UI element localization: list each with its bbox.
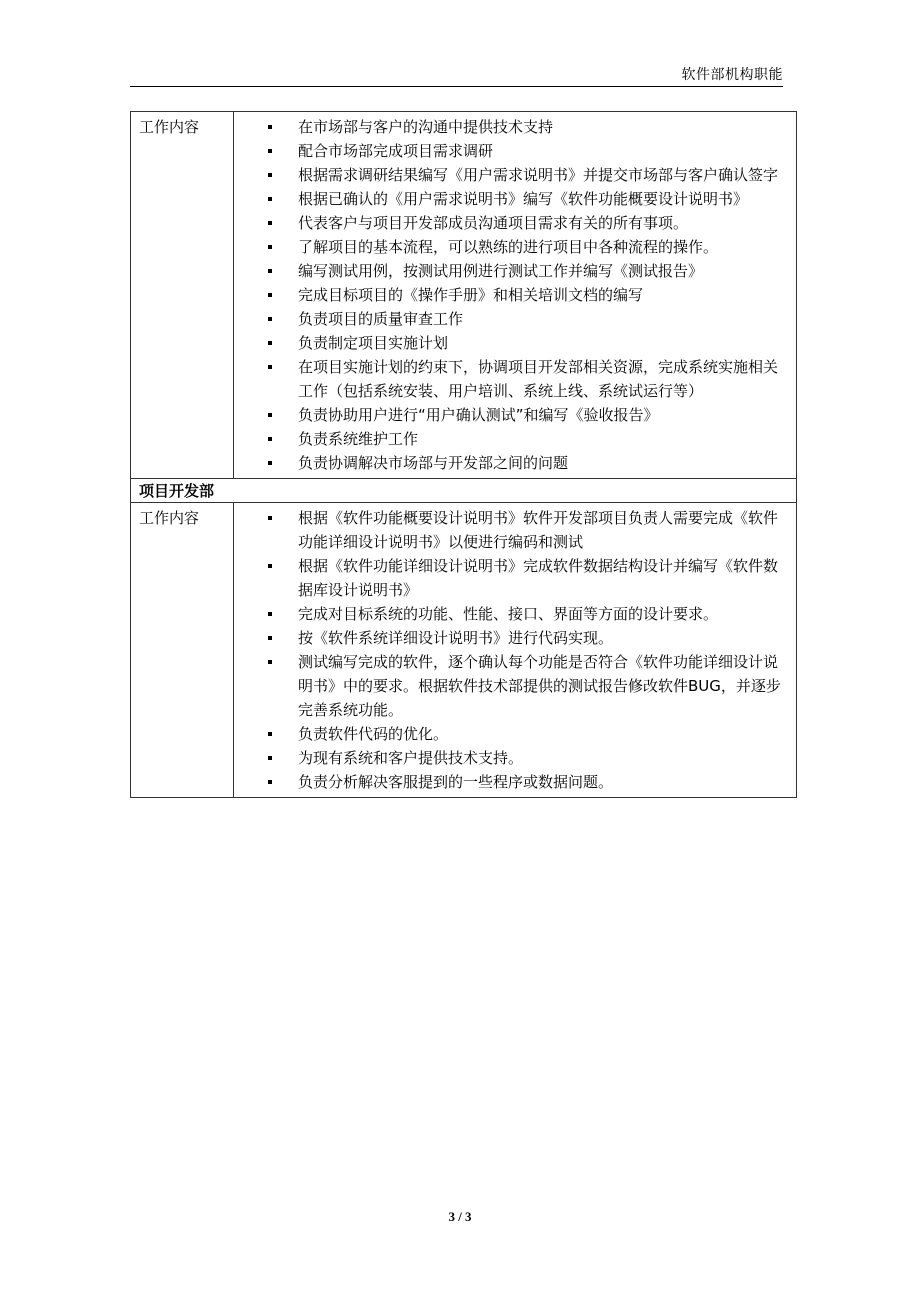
bullet-icon bbox=[268, 461, 272, 465]
header-divider bbox=[130, 86, 783, 87]
bullet-icon bbox=[268, 125, 272, 129]
bullet-icon bbox=[268, 149, 272, 153]
row-label: 工作内容 bbox=[131, 503, 234, 798]
list-item bbox=[234, 506, 790, 554]
list-item-text: 按《软件系统详细设计说明书》进行代码实现。 bbox=[298, 629, 614, 647]
list-item-text: 根据《软件功能概要设计说明书》软件开发部项目负责人需要完成《软件功能详细设计说明书》以便进行编码和测试 bbox=[298, 509, 779, 551]
list-item bbox=[234, 139, 790, 163]
list-item-text: 在市场部与客户的沟通中提供技术支持 bbox=[298, 118, 554, 136]
list-item-text: 测试编写完成的软件，逐个确认每个功能是否符合《软件功能详细设计说明书》中的要求。根据软件技术部提供的测试报告修改软件BUG，并逐步完善系统功能。 bbox=[298, 653, 781, 719]
table-row bbox=[131, 479, 797, 503]
list-item bbox=[234, 259, 790, 283]
list-item-text: 在项目实施计划的约束下，协调项目开发部相关资源，完成系统实施相关工作（包括系统安装、用户培训、系统上线、系统试运行等） bbox=[298, 358, 779, 400]
bullet-icon bbox=[268, 221, 272, 225]
page-number: 3 / 3 bbox=[448, 1209, 472, 1224]
bullet-icon bbox=[268, 612, 272, 616]
duties-list-cell bbox=[234, 503, 797, 798]
header-title: 软件部机构职能 bbox=[681, 67, 783, 83]
bullet-icon bbox=[268, 245, 272, 249]
list-item bbox=[234, 451, 790, 475]
duties-table bbox=[130, 111, 797, 798]
list-item-text: 根据需求调研结果编写《用户需求说明书》并提交市场部与客户确认签字 bbox=[298, 166, 779, 184]
duties-list-cell bbox=[234, 112, 797, 479]
list-item-text: 负责系统维护工作 bbox=[298, 430, 419, 448]
list-item bbox=[234, 187, 790, 211]
list-item-text: 了解项目的基本流程，可以熟练的进行项目中各种流程的操作。 bbox=[298, 238, 719, 256]
list-item-text: 负责协调解决市场部与开发部之间的问题 bbox=[298, 454, 569, 472]
list-item-text: 负责分析解决客服提到的一些程序或数据问题。 bbox=[298, 773, 614, 791]
bullet-icon bbox=[268, 732, 272, 736]
bullet-icon bbox=[268, 564, 272, 568]
list-item-text: 负责协助用户进行“用户确认测试”和编写《验收报告》 bbox=[298, 406, 659, 424]
bullet-icon bbox=[268, 413, 272, 417]
list-item bbox=[234, 355, 790, 403]
list-item bbox=[234, 283, 790, 307]
bullet-icon bbox=[268, 197, 272, 201]
list-item bbox=[234, 427, 790, 451]
list-item-text: 根据已确认的《用户需求说明书》编写《软件功能概要设计说明书》 bbox=[298, 190, 749, 208]
section-title: 项目开发部 bbox=[131, 479, 797, 503]
bullet-icon bbox=[268, 660, 272, 664]
list-item bbox=[234, 626, 790, 650]
duties-list bbox=[234, 506, 790, 794]
bullet-icon bbox=[268, 437, 272, 441]
list-item-text: 负责软件代码的优化。 bbox=[298, 725, 449, 743]
bullet-icon bbox=[268, 516, 272, 520]
list-item-text: 负责项目的质量审查工作 bbox=[298, 310, 464, 328]
list-item bbox=[234, 770, 790, 794]
list-item-text: 完成目标项目的《操作手册》和相关培训文档的编写 bbox=[298, 286, 644, 304]
list-item bbox=[234, 235, 790, 259]
bullet-icon bbox=[268, 636, 272, 640]
bullet-icon bbox=[268, 293, 272, 297]
table-row bbox=[131, 503, 797, 798]
list-item-text: 负责制定项目实施计划 bbox=[298, 334, 449, 352]
bullet-icon bbox=[268, 756, 272, 760]
bullet-icon bbox=[268, 269, 272, 273]
list-item bbox=[234, 746, 790, 770]
table-row bbox=[131, 112, 797, 479]
list-item bbox=[234, 722, 790, 746]
bullet-icon bbox=[268, 317, 272, 321]
list-item-text: 代表客户与项目开发部成员沟通项目需求有关的所有事项。 bbox=[298, 214, 689, 232]
bullet-icon bbox=[268, 780, 272, 784]
list-item-text: 配合市场部完成项目需求调研 bbox=[298, 142, 494, 160]
list-item bbox=[234, 115, 790, 139]
list-item-text: 完成对目标系统的功能、性能、接口、界面等方面的设计要求。 bbox=[298, 605, 719, 623]
list-item-text: 为现有系统和客户提供技术支持。 bbox=[298, 749, 524, 767]
bullet-icon bbox=[268, 341, 272, 345]
list-item bbox=[234, 403, 790, 427]
bullet-icon bbox=[268, 365, 272, 369]
list-item bbox=[234, 554, 790, 602]
list-item bbox=[234, 163, 790, 187]
list-item-text: 根据《软件功能详细设计说明书》完成软件数据结构设计并编写《软件数据库设计说明书》 bbox=[298, 557, 779, 599]
list-item bbox=[234, 211, 790, 235]
list-item-text: 编写测试用例，按测试用例进行测试工作并编写《测试报告》 bbox=[298, 262, 704, 280]
list-item bbox=[234, 331, 790, 355]
bullet-icon bbox=[268, 173, 272, 177]
list-item bbox=[234, 307, 790, 331]
row-label: 工作内容 bbox=[131, 112, 234, 479]
duties-list bbox=[234, 115, 790, 475]
list-item bbox=[234, 602, 790, 626]
list-item bbox=[234, 650, 790, 722]
